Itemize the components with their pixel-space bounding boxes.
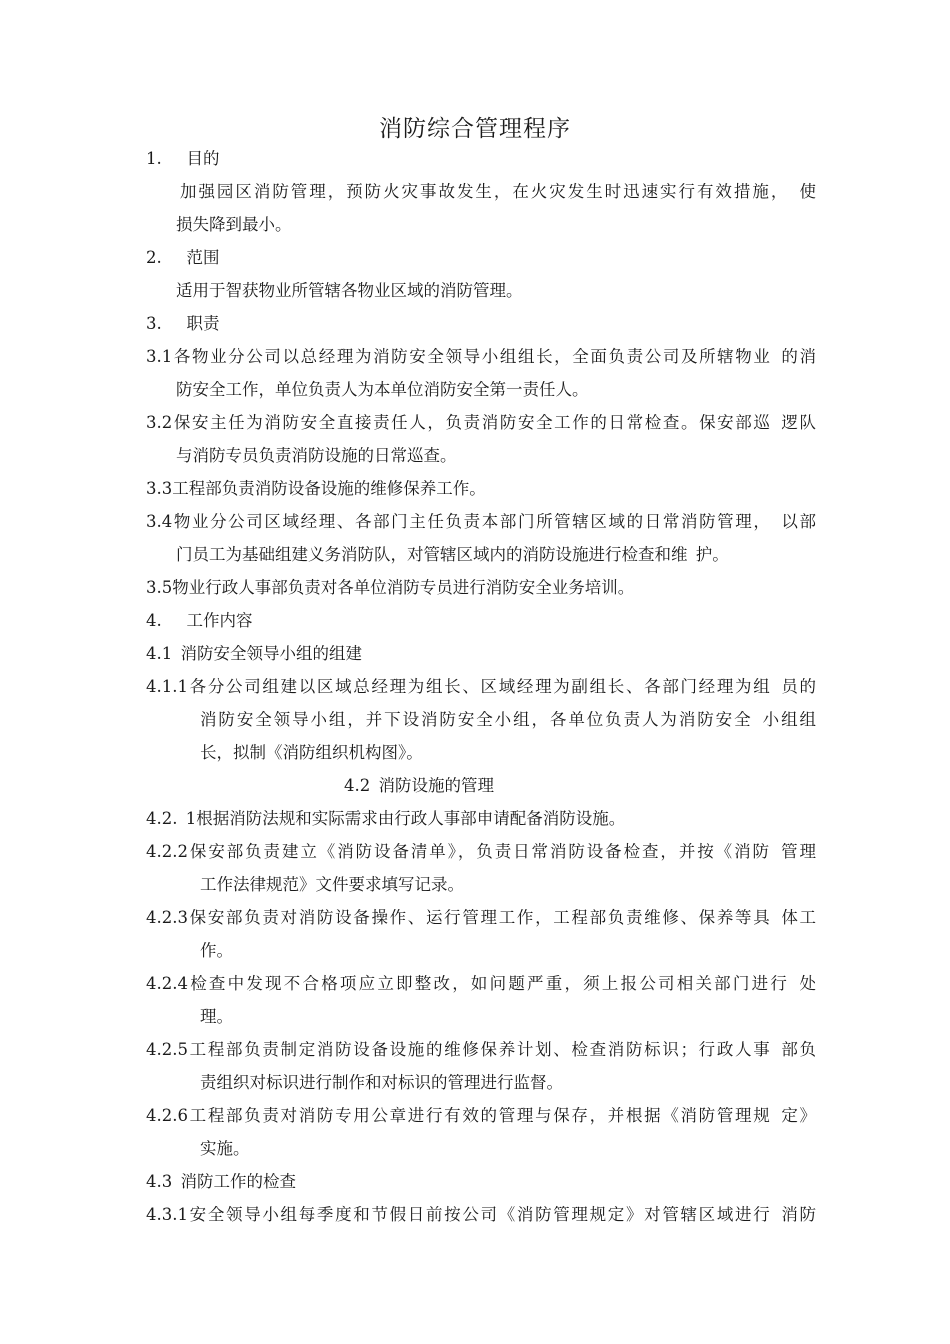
paragraph-line: 长，拟制《消防组织机构图》。 [200,743,423,762]
paragraph-line: 4.1.1各分公司组建以区域总经理为组长、区域经理为副组长、各部门经理为组 员的 [146,677,816,696]
paragraph-line: 实施。 [200,1139,250,1158]
paragraph-line: 4.2.6工程部负责对消防专用公章进行有效的管理与保存，并根据《消防管理规 定》 [146,1106,816,1125]
paragraph-line: 工作法律规范》文件要求填写记录。 [200,875,464,894]
paragraph-line: 适用于智获物业所管辖各物业区域的消防管理。 [176,281,523,300]
paragraph-line: 4.2.4检查中发现不合格项应立即整改，如问题严重，须上报公司相关部门进行 处 [146,974,816,993]
subsection-heading: 4.1 消防安全领导小组的组建 [146,644,362,663]
paragraph-line: 消防安全领导小组，并下设消防安全小组，各单位负责人为消防安全 小组组 [200,710,816,729]
paragraph-line: 4.2.2保安部负责建立《消防设备清单》，负责日常消防设备检查，并按《消防 管理 [146,842,816,861]
paragraph-line: 4.3.1安全领导小组每季度和节假日前按公司《消防管理规定》对管辖区域进行 消防 [146,1205,816,1224]
paragraph-line: 3.3工程部负责消防设备设施的维修保养工作。 [146,479,486,498]
section-heading-2: 2. 范围 [146,248,220,267]
paragraph-line: 作。 [200,941,233,960]
subsection-heading: 4.2 消防设施的管理 [344,776,494,795]
subsection-heading: 4.3 消防工作的检查 [146,1172,296,1191]
paragraph-line: 4.2. 1根据消防法规和实际需求由行政人事部申请配备消防设施。 [146,809,626,828]
paragraph-line: 3.5物业行政人事部负责对各单位消防专员进行消防安全业务培训。 [146,578,635,597]
section-heading-4: 4. 工作内容 [146,611,253,630]
section-heading-3: 3. 职责 [146,314,220,333]
paragraph-line: 责组织对标识进行制作和对标识的管理进行监督。 [200,1073,563,1092]
paragraph-line: 加强园区消防管理，预防火灾事故发生，在火灾发生时迅速实行有效措施， 使 [180,182,816,201]
section-heading-1: 1. 目的 [146,149,220,168]
paragraph-line: 3.1各物业分公司以总经理为消防安全领导小组组长，全面负责公司及所辖物业 的消 [146,347,816,366]
paragraph-line: 4.2.3保安部负责对消防设备操作、运行管理工作，工程部负责维修、保养等具 体工 [146,908,816,927]
paragraph-line: 损失降到最小。 [176,215,292,234]
document-title: 消防综合管理程序 [379,116,571,142]
paragraph-line: 防安全工作，单位负责人为本单位消防安全第一责任人。 [176,380,589,399]
paragraph-line: 与消防专员负责消防设施的日常巡查。 [176,446,457,465]
paragraph-line: 理。 [200,1007,233,1026]
paragraph-line: 门员工为基础组建义务消防队，对管辖区域内的消防设施进行检查和维 护。 [176,545,729,564]
paragraph-line: 3.2保安主任为消防安全直接责任人，负责消防安全工作的日常检查。保安部巡 逻队 [146,413,816,432]
paragraph-line: 3.4物业分公司区域经理、各部门主任负责本部门所管辖区域的日常消防管理， 以部 [146,512,816,531]
paragraph-line: 4.2.5工程部负责制定消防设备设施的维修保养计划、检查消防标识；行政人事 部负 [146,1040,816,1059]
